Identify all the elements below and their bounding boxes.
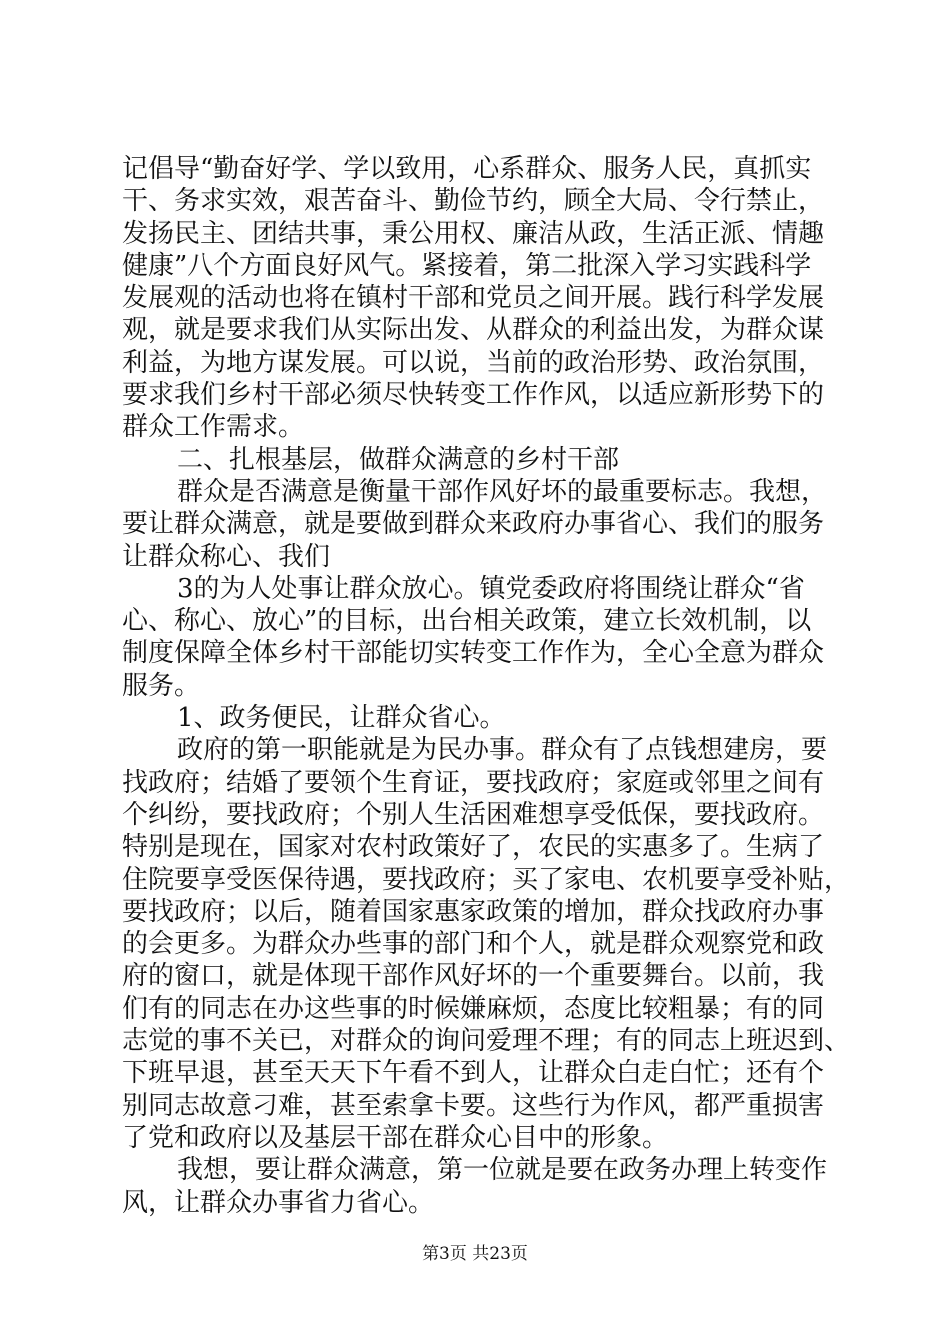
text-line: 利益，为地方谋发展。可以说，当前的政治形势、政治氛围， (122, 347, 825, 378)
document-body (122, 153, 851, 1219)
text-line: 我想，要让群众满意，第一位就是要在政务办理上转变作 (177, 1155, 828, 1186)
text-line: 政府的第一职能就是为民办事。群众有了点钱想建房，要 (177, 735, 828, 766)
text-line: 要找政府；以后，随着国家惠家政策的增加，群众找政府办事 (122, 896, 825, 927)
text-line: 健康”八个方面良好风气。紧接着，第二批深入学习实践科学 (122, 250, 812, 281)
text-line: 下班早退，甚至天天下午看不到人，让群众白走白忙；还有个 (122, 1058, 825, 1089)
text-line: 让群众称心、我们 (122, 541, 331, 572)
text-line: 要求我们乡村干部必须尽快转变工作作风，以适应新形势下的 (122, 380, 825, 411)
text-line: 特别是现在，国家对农村政策好了，农民的实惠多了。生病了 (122, 832, 825, 863)
page-footer (0, 1244, 950, 1264)
text-line: 1、政务便民，让群众省心。 (177, 703, 506, 734)
text-line: 风，让群众办事省力省心。 (122, 1187, 435, 1218)
text-line: 的会更多。为群众办些事的部门和个人，就是群众观察党和政 (122, 929, 825, 960)
text-line: 群众工作需求。 (122, 412, 305, 443)
text-line: 志觉的事不关已，对群众的询问爱理不理；有的同志上班迟到、 (122, 1026, 851, 1057)
page-number-label: 第3页 共23页 (422, 1244, 528, 1264)
text-line: 心、称心、放心”的目标，出台相关政策，建立长效机制，以 (122, 606, 812, 637)
text-line: 发扬民主、团结共事，秉公用权、廉洁从政，生活正派、情趣 (122, 218, 825, 249)
text-line: 二、扎根基层，做群众满意的乡村干部 (177, 444, 620, 475)
text-line: 府的窗口，就是体现干部作风好坏的一个重要舞台。以前，我 (122, 961, 825, 992)
text-line: 要让群众满意，就是要做到群众来政府办事省心、我们的服务 (122, 509, 825, 540)
text-line: 了党和政府以及基层干部在群众心目中的形象。 (122, 1122, 669, 1153)
text-line: 别同志故意刁难，甚至索拿卡要。这些行为作风，都严重损害 (122, 1090, 825, 1121)
text-line: 记倡导“勤奋好学、学以致用，心系群众、服务人民，真抓实 (122, 154, 812, 184)
text-line: 服务。 (122, 670, 201, 701)
text-line: 发展观的活动也将在镇村干部和党员之间开展。践行科学发展 (122, 283, 825, 314)
text-line: 住院要享受医保待遇，要找政府；买了家电、农机要享受补贴， (122, 864, 851, 895)
text-line: 制度保障全体乡村干部能切实转变工作作为，全心全意为群众 (122, 638, 825, 669)
text-line: 个纠纷，要找政府；个别人生活困难想享受低保，要找政府。 (122, 799, 825, 830)
text-line: 观，就是要求我们从实际出发、从群众的利益出发，为群众谋 (122, 315, 825, 346)
text-line: 3的为人处事让群众放心。镇党委政府将围绕让群众“省 (177, 573, 805, 604)
text-line: 找政府；结婚了要领个生育证，要找政府；家庭或邻里之间有 (122, 767, 825, 798)
text-line: 干、务求实效，艰苦奋斗、勤俭节约，顾全大局、令行禁止， (122, 186, 825, 217)
text-line: 群众是否满意是衡量干部作风好坏的最重要标志。我想， (177, 476, 828, 507)
text-line: 们有的同志在办这些事的时候嫌麻烦，态度比较粗暴；有的同 (122, 993, 825, 1024)
